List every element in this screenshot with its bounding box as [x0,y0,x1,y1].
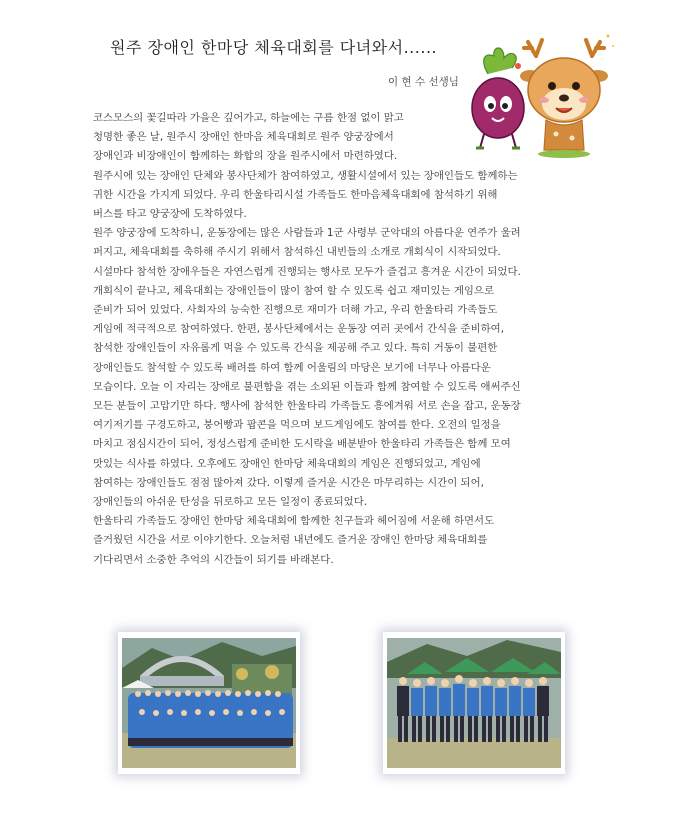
text-line: 게임에 적극적으로 참여하였다. 한편, 봉사단체에서는 운동장 여러 곳에서 간식을 준비하여, [93,323,505,336]
paragraph-3 [93,224,588,570]
text-line: 모든 분들이 고맙기만 하다. 행사에 참석한 한울타리 가족들도 흥에겨워 서로 손을 잡고, 운동장 [93,400,521,413]
text-line: 모습이다. 오늘 이 자리는 장애로 불편함을 겪는 소외된 이들과 함께 참여할 수 있도록 애써주신 [93,380,521,393]
photo-group-tents [383,632,565,774]
text-line: 참여하는 장애인들도 점점 많아져 갔다. 이렇게 즐거운 시간은 마무리하는 시간이 되어, [93,476,484,489]
author-name: 이 현 수 선생님 [388,76,459,88]
text-line: 청명한 좋은 날, 원주시 장애인 한마음 체육대회로 원주 양궁장에서 [93,131,394,144]
text-line: 장애인들의 아쉬운 탄성을 뒤로하고 모든 일정이 종료되었다. [93,496,368,509]
text-line: 여기저기를 구경도하고, 붕어빵과 팝콘을 먹으며 보드게임에도 참여를 한다. 오전의 일정을 [93,419,501,432]
text-line: 한울타리 가족들도 장애인 한마당 체육대회에 함께한 친구들과 헤어짐에 서운해 하면서도 [93,515,495,528]
text-line: 장애인들도 참석할 수 있도록 배려를 하여 함께 어울림의 마당은 보기에 너무나 아름다운 [93,361,491,374]
text-line: 퍼지고, 체육대회를 축하해 주시기 위해서 참석하신 내빈들의 소개로 개회식이 시작되었다. [93,246,501,259]
text-line: 원주시에 있는 장애인 단체와 봉사단체가 참여하였고, 생활시설에서 있는 장애인들도 함께하는 [93,169,518,182]
photo-group-arch [118,632,300,774]
text-line: 참석한 장애인들이 자유롭게 먹을 수 있도록 간식을 제공해 주고 있다. 특히 거동이 불편한 [93,342,498,355]
paragraph-2 [93,167,588,225]
article-title: 원주 장애인 한마당 체육대회를 다녀와서...... [110,38,438,57]
text-line: 버스를 타고 양궁장에 도착하였다. [93,208,247,221]
text-line: 준비가 되어 있었다. 사회자의 능숙한 진행으로 재미가 더해 가고, 우리 한울타리 가족들도 [93,304,498,317]
text-line: 기다리면서 소중한 추억의 시간들이 되기를 바래본다. [93,553,334,566]
text-line: 맛있는 식사를 하였다. 오후에도 장애인 한마당 체육대회의 게임은 진행되었고, 게임에 [93,457,481,470]
text-line: 귀한 시간을 가지게 되었다. 우리 한울타리시설 가족들도 한마음체육대회에 참석하기 위해 [93,188,498,201]
text-line: 코스모스의 꽃길따라 가을은 깊어가고, 하늘에는 구름 한점 없이 맑고 [93,112,404,124]
text-line: 시설마다 참석한 장애우들은 자연스럽게 진행되는 행사로 모두가 즐겁고 흥겨운 시간이 되었다. [93,265,521,278]
text-line: 개회식이 끝나고, 체육대회는 장애인들이 많이 참여 할 수 있도록 쉽고 재미있는 게임으로 [93,284,494,297]
article-body [93,109,588,570]
text-line: 장애인과 비장애인이 함께하는 화합의 장을 원주시에서 마련하였다. [93,150,398,163]
paragraph-1 [93,109,588,167]
text-line: 즐거웠던 시간을 서로 이야기한다. 오늘처럼 내년에도 즐거운 장애인 한마당 체육대회를 [93,534,488,547]
text-line: 원주 양궁장에 도착하니, 운동장에는 많은 사람들과 1군 사령부 군악대의 아름다운 연주가 울려 [93,227,521,240]
text-line: 마치고 점심시간이 되어, 정성스럽게 준비한 도시락을 배분받아 한울타리 가족들은 함께 모여 [93,438,511,451]
